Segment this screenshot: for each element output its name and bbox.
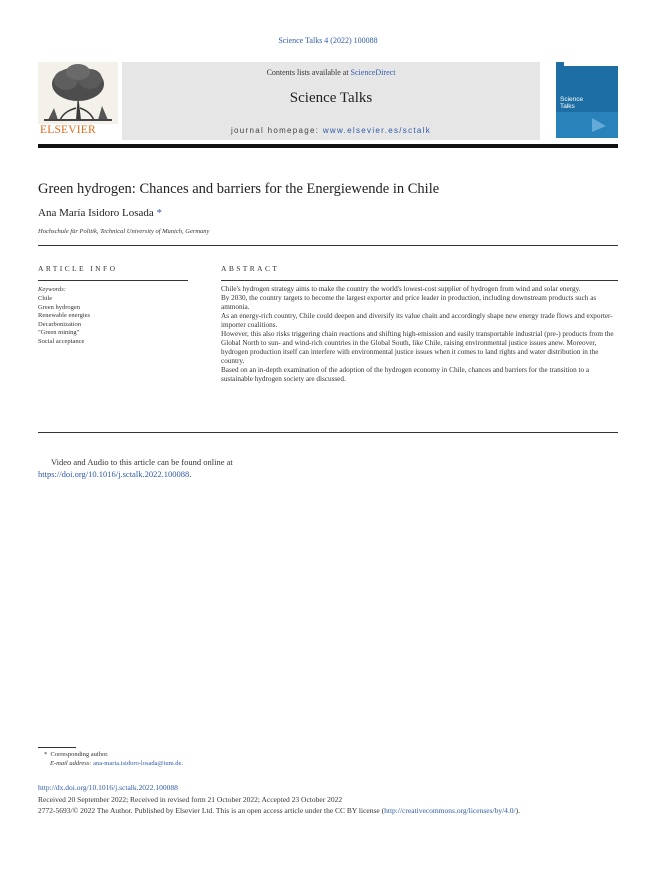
keywords-label: Keywords: [38, 286, 66, 293]
keyword: Chile [38, 295, 53, 302]
elsevier-logo[interactable] [38, 62, 118, 140]
footnote-divider [38, 747, 76, 748]
footnote-text: Corresponding author. [50, 751, 109, 758]
license-statement [38, 806, 520, 815]
journal-title: Science Talks [289, 90, 373, 106]
supplementary-media-note [38, 456, 338, 480]
keyword: Decarbonization [38, 320, 81, 328]
divider [221, 280, 618, 281]
author-line [38, 207, 162, 219]
homepage-prefix: journal homepage: [230, 126, 323, 135]
abstract-paragraph: Chile's hydrogen strategy aims to make the country the world's lowest-cost supplier of hydrogen from wind and solar energy. [221, 285, 581, 293]
publisher-wordmark: ELSEVIER [40, 124, 96, 136]
keyword-list [38, 295, 90, 347]
video-doi-link[interactable]: https://doi.org/10.1016/j.sctalk.2022.100088 [38, 469, 190, 479]
contents-availability [122, 68, 540, 77]
footnote-mark: * [44, 751, 48, 758]
divider [38, 280, 188, 281]
abstract-paragraph: As an energy-rich country, Chile could deepen and diversify its value chain and accordingly shape new energy trade flows and exporter-importer coalitions. [221, 312, 613, 330]
affiliation: Hochschule für Politik, Technical University of Munich, Germany [38, 228, 210, 235]
divider [38, 245, 618, 246]
header-divider [38, 144, 618, 148]
license-link[interactable]: http://creativecommons.org/licenses/by/4.0/ [384, 806, 516, 815]
email-end: . [181, 760, 184, 767]
author-name[interactable]: Ana María Isidoro Losada [38, 207, 154, 219]
cover-title [560, 96, 583, 110]
cover-title-line2: Talks [560, 103, 575, 110]
keyword: "Green mining" [38, 329, 80, 337]
video-note-end: . [189, 469, 192, 479]
email-label: E-mail address: [50, 760, 92, 767]
cover-image [556, 66, 618, 138]
abstract-paragraph: However, this also risks triggering chain reactions and shifting high-emission and easily transportable industrial (pre-) products from the Global North to sun- and wind-rich countries in the Global South, like Chile, raising environmental justice issues anew. Moreover, hydrogen production itself can interfere with environmental justice issues when it comes to land rights and water distribution in the country. [221, 330, 614, 366]
article-title: Green hydrogen: Chances and barriers for the Energiewende in Chile [38, 181, 440, 197]
footnote-corresponding [44, 751, 109, 758]
abstract-paragraph: By 2030, the country targets to become the largest exporter and price leader in production, including downstream products such as ammonia. [221, 294, 597, 312]
journal-homepage [122, 126, 540, 135]
received-dates: Received 20 September 2022; Received in revised form 21 October 2022; Accepted 23 October 2022 [38, 795, 343, 804]
journal-reference[interactable]: Science Talks 4 (2022) 100088 [278, 36, 378, 45]
abstract-paragraph: Based on an in-depth examination of the adoption of the hydrogen economy in Chile, chances and barriers for the transition to a sustainable hydrogen society are discussed. [221, 366, 590, 384]
video-note-text: Video and Audio to this article can be found online at [51, 457, 233, 467]
contents-prefix: Contents lists available at [266, 68, 351, 77]
keyword: Social acceptance [38, 337, 85, 345]
abstract-heading: ABSTRACT [221, 264, 280, 273]
keyword: Green hydrogen [38, 303, 81, 311]
journal-cover[interactable] [548, 62, 618, 140]
cover-title-line1: Science [560, 96, 584, 103]
corresponding-author-mark[interactable]: * [156, 207, 163, 219]
doi-link[interactable]: http://dx.doi.org/10.1016/j.sctalk.2022.100088 [38, 783, 178, 792]
homepage-link[interactable]: www.elsevier.es/sctalk [322, 126, 432, 135]
article-info-heading: ARTICLE INFO [38, 264, 118, 273]
license-text: 2772-5693/© 2022 The Author. Published by Elsevier Ltd. This is an open access article under the CC BY license ( [38, 806, 385, 815]
sciencedirect-link[interactable]: ScienceDirect [350, 68, 396, 77]
keyword: Renewable energies [38, 312, 91, 320]
email-link[interactable]: ana-maria.isidoro-losada@tum.de [93, 760, 182, 767]
tree-icon [38, 62, 118, 124]
journal-header [38, 62, 618, 140]
abstract-text [221, 285, 619, 385]
divider [38, 432, 618, 433]
footnote-email [50, 760, 183, 767]
license-end: ). [515, 806, 521, 815]
journal-banner [122, 62, 540, 140]
